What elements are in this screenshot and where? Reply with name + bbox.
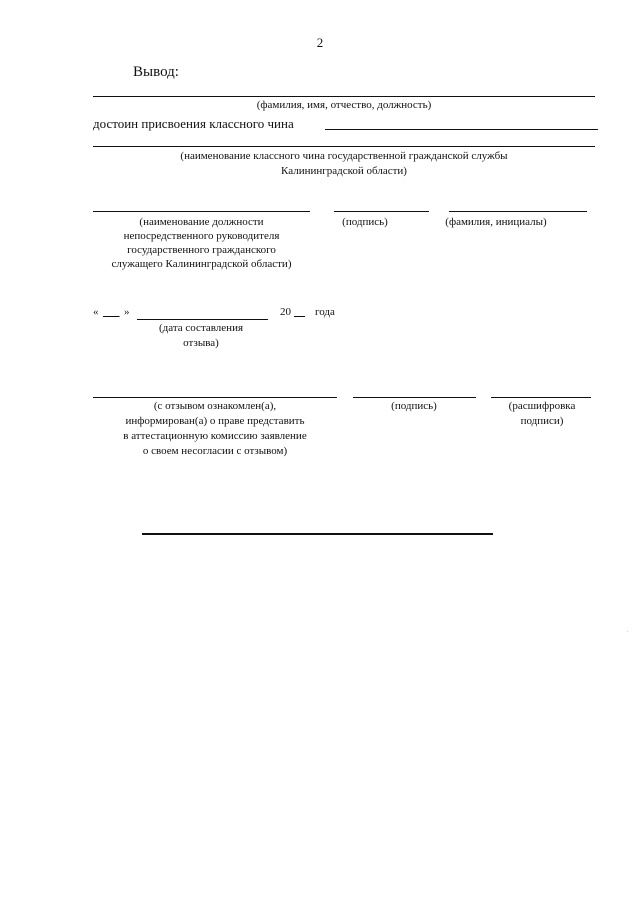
- closing-line: [142, 533, 493, 535]
- rank-line: [93, 146, 595, 147]
- manager-position-caption-3: государственного гражданского: [127, 244, 276, 256]
- date-year-prefix: 20: [280, 306, 291, 318]
- page-number: 2: [316, 35, 324, 50]
- ack-decoding-caption-2: подписи): [520, 415, 564, 427]
- ack-caption-1: (с отзывом ознакомлен(а),: [153, 400, 277, 412]
- fio-caption: (фамилия, имя, отчество, должность): [256, 99, 432, 111]
- ack-decoding-line: [491, 397, 591, 398]
- date-close-quote: »: [124, 306, 130, 318]
- scan-mark: .: [627, 628, 629, 634]
- manager-signature-line: [334, 211, 429, 212]
- manager-position-caption-2: непосредственного руководителя: [123, 230, 280, 242]
- date-open-quote: «: [93, 306, 99, 318]
- manager-initials-line: [449, 211, 587, 212]
- ack-caption-2: информирован(а) о праве представить: [125, 415, 305, 427]
- manager-position-line: [93, 211, 310, 212]
- manager-initials-caption: (фамилия, инициалы): [445, 216, 547, 228]
- ack-signature-caption: (подпись): [391, 400, 437, 412]
- date-year-word: года: [315, 306, 335, 318]
- date-day-blank: ___: [103, 306, 120, 318]
- fio-line: [93, 96, 595, 97]
- ack-decoding-caption-1: (расшифровка: [508, 400, 576, 412]
- manager-position-caption-4: служащего Калининградской области): [111, 258, 292, 270]
- rank-inline-line: [325, 129, 598, 130]
- ack-line: [93, 397, 337, 398]
- ack-caption-4: о своем несогласии с отзывом): [142, 445, 288, 457]
- rank-caption-2: Калининградской области): [281, 165, 407, 177]
- ack-caption-3: в аттестационную комиссию заявление: [123, 430, 307, 442]
- conclusion-title: Вывод:: [133, 64, 179, 80]
- date-month-line: [137, 319, 268, 320]
- date-caption-1: (дата составления: [158, 322, 244, 334]
- manager-signature-caption: (подпись): [342, 216, 388, 228]
- worthy-label: достоин присвоения классного чина: [93, 116, 294, 131]
- ack-signature-line: [353, 397, 476, 398]
- rank-caption-1: (наименование классного чина государственной гражданской службы: [180, 150, 508, 162]
- manager-position-caption-1: (наименование должности: [139, 216, 264, 228]
- date-caption-2: отзыва): [183, 337, 219, 349]
- date-year-blank: __: [294, 306, 305, 318]
